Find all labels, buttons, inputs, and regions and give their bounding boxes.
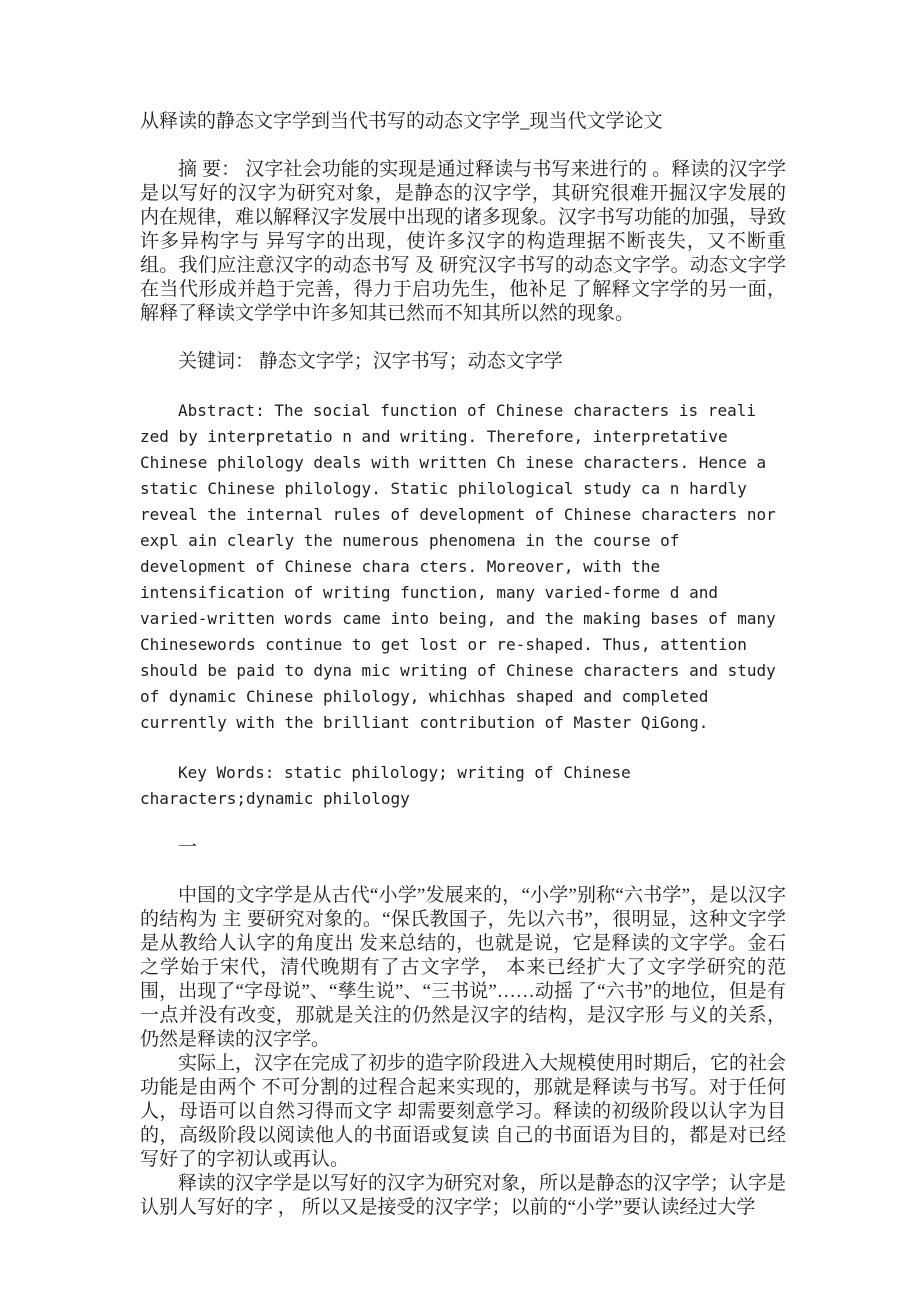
abstract-en-paragraph: Abstract: The social function of Chinese characters is reali zed by interpretatio n and writing. Therefore, interpretative Chinese philology deals with written Ch inese characters. Hence a static Chinese philology. Static philological study ca n hardly reveal the internal rules of development of Chinese characters nor expl ain clearly the numerous phenomena in the course of development of Chinese chara cters. Moreover, with the intensification of writing function, many varied-forme d and varied-written words came into being, and the making bases of many Chinesewords continue to get lost or re-shaped. Thus, attention should be paid to dyna mic writing of Chinese characters and study of dynamic Chinese philology, whichhas shaped and completed currently with the brilliant contribution of Master QiGong. [140,401,776,732]
document-title: 从释读的静态文字学到当代书写的动态文字学_现当代文学论文 [140,111,663,132]
keywords-en-line: Key Words: static philology; writing of Chinese characters;dynamic philology [140,763,631,808]
body-paragraph-2: 实际上，汉字在完成了初步的造字阶段进入大规模使用时期后，它的社会功能是由两个 不可分割的过程合起来实现的，那就是释读与书写。对于任何人，母语可以自然习得而文字 却需要刻意学习。释读的初级阶段以认字为目的，高级阶段以阅读他人的书面语或复读 自己的书面语为目的，都是对已经写好了的字初认或再认。 [140,1053,787,1170]
keywords-zh-line: 关键词： 静态文字学；汉字书写；动态文字学 [178,351,563,372]
section-heading-one: 一 [178,837,198,858]
abstract-zh-paragraph: 摘 要： 汉字社会功能的实现是通过释读与书写来进行的 。释读的汉字学是以写好的汉字为研究对象，是静态的汉字学，其研究很难开掘汉字发展的 内在规律，难以解释汉字发展中出现的诸多现象。汉字书写功能的加强，导致许多异构字与 异写字的出现，使许多汉字的构造理据不断丧失，又不断重组。我们应注意汉字的动态书写 及 研究汉字书写的动态文字学。动态文字学在当代形成并趋于完善，得力于启功先生，他补足 了解释文字学的另一面，解释了释读文学学中许多知其已然而不知其所以然的现象。 [140,159,787,324]
body-paragraph-1: 中国的文字学是从古代“小学”发展来的，“小学”别称“六书学”，是以汉字的结构为 主 要研究对象的。“保氏教国子，先以六书”，很明显，这种文字学是从教给人认字的角度出 发来总结的，也就是说，它是释读的文字学。金石之学始于宋代，清代晚期有了古文字学， 本来已经扩大了文字学研究的范围，出现了“字母说”、“孳生说”、“三书说”……动摇 了“六书”的地位，但是有一点并没有改变，那就是关注的仍然是汉字的结构，是汉字形 与义的关系，仍然是释读的汉字学。 [140,885,786,1050]
body-paragraph-3: 释读的汉字学是以写好的汉字为研究对象，所以是静态的汉字学；认字是认别人写好的字 ， 所以又是接受的汉字学；以前的“小学”要认读经过大学 [140,1173,787,1218]
